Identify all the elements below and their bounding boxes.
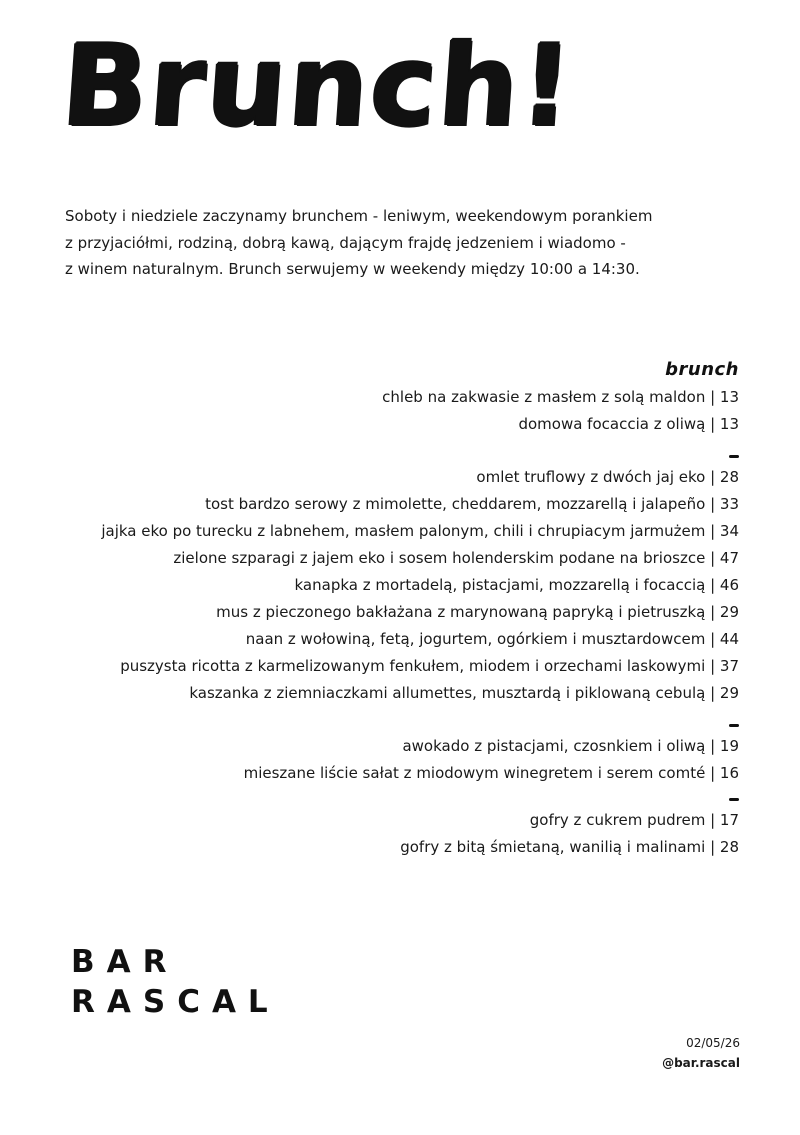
menu-item: zielone szparagi z jajem eko i sosem holenderskim podane na brioszce | 47 xyxy=(173,549,739,567)
menu-item: tost bardzo serowy z mimolette, cheddarem, mozzarellą i jalapeño | 33 xyxy=(205,495,739,513)
page-title: Brunch! xyxy=(57,21,578,151)
menu-item: naan z wołowiną, fetą, jogurtem, ogórkiem i musztardowcem | 44 xyxy=(245,630,739,648)
menu-item: kanapka z mortadelą, pistacjami, mozzarellą i focaccią | 46 xyxy=(294,576,739,594)
menu-item: jajka eko po turecku z labnehem, masłem palonym, chili i chrupiacym jarmużem | 34 xyxy=(101,522,739,540)
menu-item: omlet truflowy z dwóch jaj eko | 28 xyxy=(476,468,739,486)
logo-line: RASCAL xyxy=(71,984,280,1020)
menu-item: kaszanka z ziemniaczkami allumettes, musztardą i piklowaną cebulą | 29 xyxy=(189,684,739,702)
intro-line: z przyjaciółmi, rodziną, dobrą kawą, dającym frajdę jedzeniem i wiadomo - xyxy=(65,233,626,252)
social-handle: @bar.rascal xyxy=(662,1056,740,1070)
menu-item: chleb na zakwasie z masłem z solą maldon | 13 xyxy=(382,388,739,406)
menu-item: mieszane liście sałat z miodowym winegretem i serem comté | 16 xyxy=(243,764,739,782)
menu-item: gofry z bitą śmietaną, wanilią i malinami | 28 xyxy=(400,838,739,856)
separator-dash xyxy=(101,787,739,807)
menu-date: 02/05/26 xyxy=(686,1036,740,1050)
menu-item: gofry z cukrem pudrem | 17 xyxy=(529,811,739,829)
menu-item: domowa focaccia z oliwą | 13 xyxy=(518,415,739,433)
separator-dash xyxy=(101,707,739,733)
menu-item: puszysta ricotta z karmelizowanym fenkułem, miodem i orzechami laskowymi | 37 xyxy=(120,657,739,675)
logo-line: BAR xyxy=(71,944,179,980)
intro-line: Soboty i niedziele zaczynamy brunchem - leniwym, weekendowym porankiem xyxy=(65,207,653,225)
separator-dash xyxy=(101,438,739,464)
footer xyxy=(662,1033,740,1073)
intro-line: z winem naturalnym. Brunch serwujemy w weekendy między 10:00 a 14:30. xyxy=(65,260,640,278)
menu-item: awokado z pistacjami, czosnkiem i oliwą | 19 xyxy=(402,737,739,755)
menu-list xyxy=(101,358,739,861)
bar-rascal-logo xyxy=(71,942,280,1022)
menu-item: mus z pieczonego bakłażana z marynowaną papryką i pietruszką | 29 xyxy=(216,603,739,621)
intro-text xyxy=(65,203,705,283)
section-title: brunch xyxy=(665,359,739,380)
